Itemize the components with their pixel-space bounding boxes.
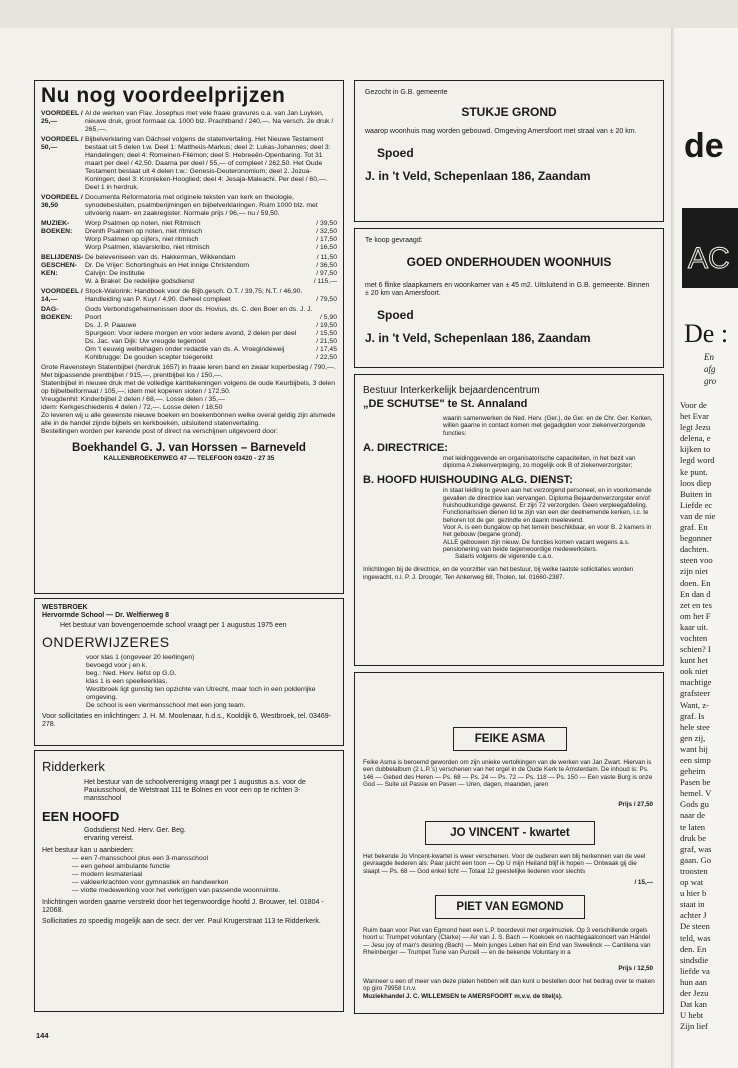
facing-page-line: steen voo xyxy=(680,555,713,566)
jo-vincent-text: Het bekende Jo Vincent-kwartet is weer verschenen. Voor de ouderen een blij herkennen van de veel gevraagde liederen als: Paar juicht een toon — Op U mijn Heiland blijf ik hopen — Ontwaak gij die slaapt — Ps. 68 — God enkel licht — Totaal 12 geestelijke liederen voor slechts xyxy=(363,853,646,875)
facing-page-line: een simp xyxy=(680,755,711,765)
ad-woonhuis xyxy=(354,228,664,368)
muziek-list xyxy=(85,220,337,252)
bookshop-para6: Bestellingen worden per kerende post of direct na verschijnen uitgevoerd door: xyxy=(41,428,278,435)
piet-van-egmond-price: Prijs / 12,50 xyxy=(618,965,653,972)
facing-page-line: op wat xyxy=(680,877,704,888)
ridderkerk-offer: — vlotte medewerking voor het verkrijgen van passende woonruimte. xyxy=(72,887,281,894)
facing-page-line: te laten xyxy=(680,821,706,832)
ridderkerk-offer: — modern lesmateriaal xyxy=(72,871,143,878)
facing-page-line: gen zij, xyxy=(680,732,706,743)
belijdenis-section xyxy=(41,254,337,286)
ridderkerk-offer: — een geheel ambulante functie xyxy=(72,863,170,870)
feike-asma-text: Feike Asma is beroemd geworden om zijn unieke vertolkingen van de werken van Jan Zwart. Hiervan is een dubbelalbum (2 L.P.'s) verschenen van het orgel in de Oude Kerk te Amsterdam. De inhoud is: Ps. 146 — Gebed des Heren — Ps. 68 — Ps. 24 — Ps. 72 — Ps. 118 — Ps. 150 — Een vaste Burg is onze God — Suite uit Passie en Pasen — Uren, dagen, maanden, jaren xyxy=(363,759,653,788)
ad-stukje-grond xyxy=(354,80,664,222)
muziek-title: Drenth Psalmen op noten, niet ritmisch xyxy=(85,228,203,235)
westbroek-footer: Voor sollicitaties en inlichtingen: J. H. M. Moolenaar, h.d.s., Kooldijk 6, Westbroek, tel. 03469-278. xyxy=(42,713,331,728)
westbroek-school: Hervormde School — Dr. Welfierweg 8 xyxy=(42,612,170,619)
bookshop-para3: Vreugdenhil: Kinderbijbel 2 delen / 68,—. Losse delen / 35,— xyxy=(41,396,225,403)
grond-urgent: Spoed xyxy=(377,146,414,160)
muziek-price: / 39,50 xyxy=(316,220,337,227)
dag-title: Ds. J. P. Paauwe xyxy=(85,322,137,329)
dag-price: / 17,45 xyxy=(316,346,337,353)
dag-item xyxy=(85,322,337,330)
ridderkerk-offers xyxy=(42,855,336,895)
feike-asma-title: FEIKE ASMA xyxy=(474,733,546,745)
dag-price: / 5,90 xyxy=(319,314,337,321)
belijdenis-title: Calvijn: De institutie xyxy=(85,270,145,277)
ad-de-schutse xyxy=(354,374,664,666)
muziek-section xyxy=(41,220,337,252)
bookshop-para2: Statenbijbel in nieuwe druk met de volledige kanttekeningen volgens de oude Keurbijbels, 3 delen op bijbelbelformaat / 105,—; idem met koperen sloten / 172,50. xyxy=(41,380,335,395)
belijdenis-item xyxy=(85,262,337,270)
records-order-text: Wanneer u een of meer van deze platen hebben wilt dan kunt u bestellen door het bedrag over te maken op giro 79958 t.n.v. xyxy=(363,978,655,993)
westbroek-item: klas 1 is een speelleerklas. xyxy=(86,678,168,685)
entry-label: VOORDEEL / 25,— xyxy=(41,110,83,125)
ad-ridderkerk xyxy=(34,750,344,1012)
entry-label: VOORDEEL / 50,— xyxy=(41,136,83,151)
dag-title: Gods Verbondsgeheimenissen door ds. Hovius, ds. C. den Boer en ds. J. J. Poort xyxy=(85,306,313,321)
woonhuis-contact: J. in 't Veld, Schepenlaan 186, Zaandam xyxy=(365,331,591,345)
dag-label: DAG-BOEKEN: xyxy=(41,306,73,321)
ridderkerk-headline: EEN HOOFD xyxy=(42,809,120,824)
facing-page-line: geheim xyxy=(680,766,706,777)
facing-page-line: Voor de xyxy=(680,400,707,410)
ridderkerk-sub2: ervaring vereist. xyxy=(84,835,134,842)
woonhuis-text: met 6 flinke slaapkamers en woonkamer van ± 45 m2. Uitsluitend in G.B. gemeente. Binnen ± 20 km van Amersfoort. xyxy=(365,282,650,297)
belijdenis-title: W. à Brakel: De redelijke godsdienst xyxy=(85,278,195,285)
dag-price: / 21,50 xyxy=(316,338,337,345)
facing-page-body xyxy=(680,400,715,1032)
facing-page-line: Gods gu xyxy=(680,799,709,810)
ad-records xyxy=(354,672,664,1014)
belijdenis-price: / 11,50 xyxy=(316,254,337,261)
muziek-label: MUZIEK-BOEKEN: xyxy=(41,220,73,235)
ad-westbroek xyxy=(34,598,344,746)
jo-vincent-price: / 15,— xyxy=(634,879,653,886)
muziek-item xyxy=(85,244,337,252)
bookshop-entry xyxy=(41,136,337,192)
schutse-job1-text: met leidinggevende en organisatorische capaciteiten, in het bezit van diploma A ziekenverpleging, zo mogelijk ook B of ziekenverzorgster; xyxy=(443,454,636,470)
facing-page-line: kijken to xyxy=(680,444,711,455)
bookshop-para1: Grote Ravensteyn Statenbijbel (herdruk 1657) in fraaie leren band en zwaar koperbeslag / 790,—. Met bijpassende prentbijbel / 915,—, prentbijbel los / 150,—. xyxy=(41,364,336,379)
facing-page-line: De steen xyxy=(680,921,710,932)
piet-van-egmond-text: Ruim baan voor Piet van Egmond heet een L.P. boordevol met orgelmuziek. Op 3 verschillende orgels hoort u: Trumpet voluntary (Clarke) — Air van J. S. Bach — Koekoek en nachtegaalconcert van Händel — Jesu joy of man's desiring (Bach) — Mein junges Leben hat ein End van Sweelinck — Cantilena van Rheinberger — Trumpet Tune van Purcell — en de bekende Voluntary in a xyxy=(363,927,651,956)
bookshop-name: Boekhandel G. J. van Horssen – Barneveld xyxy=(72,442,306,454)
facing-page-line: dachten. xyxy=(680,544,709,555)
facing-page-line: gaan. Go xyxy=(680,854,712,865)
bookshop-entry xyxy=(41,110,337,134)
westbroek-item: Westbroek ligt gunstig ten opzichte van Utrecht, maar toch in een polderrijke omgeving. xyxy=(86,686,316,701)
facing-page-line: der Jezu xyxy=(680,987,709,998)
ad-bookshop-title: Nu nog voordeelprijzen xyxy=(41,84,286,107)
muziek-price: / 17,50 xyxy=(316,236,337,243)
facing-page-line: legt Jezu xyxy=(680,422,711,433)
records-seller: Muziekhandel J. C. WILLEMSEN te AMERSFOORT m.v.v. de titel(s). xyxy=(363,993,563,1000)
facing-page-line: zet en tes xyxy=(680,599,712,610)
facing-page-line: zijn niet xyxy=(680,566,708,577)
piet-van-egmond-title: PIET VAN EGMOND xyxy=(456,901,564,913)
muziek-price: / 16,50 xyxy=(316,244,337,251)
belijdenis-title: Dr. De Vrijer: Schortinghuis en Het innige Christendom xyxy=(85,262,250,269)
grond-headline: STUKJE GROND xyxy=(461,105,557,119)
schutse-job1: A. DIRECTRICE: xyxy=(363,441,448,454)
facing-page-italic3: gro xyxy=(704,376,717,386)
feike-asma-title-box xyxy=(453,727,567,751)
voordeel14-label: VOORDEEL / 14,— xyxy=(41,288,83,303)
grond-text: waarop woonhuis mag worden gebouwd. Omgeving Amersfoort met straal van ± 20 km. xyxy=(365,128,637,135)
westbroek-item: De school is een viermansschool met een jong team. xyxy=(86,702,246,709)
facing-page-line: U hebt xyxy=(680,1010,704,1021)
belijdenis-item xyxy=(85,278,337,286)
bookshop-para5: Zo leveren wij u alle gewenste nieuwe boeken en boekenbonnen welke overal geldig zijn alsmede alle in de handel zijnde bijbels en kerkboeken, uitsluitend statenvertaling. xyxy=(41,412,336,427)
facing-page-line: het Evar xyxy=(680,411,709,422)
grond-intro: Gezocht in G.B. gemeente xyxy=(365,89,448,96)
facing-page-line: machtige xyxy=(680,677,712,688)
facing-page-line: ke punt. xyxy=(680,466,708,477)
schutse-salary: Salaris volgens de vigerende c.a.o. xyxy=(455,553,554,561)
facing-page-line: doen. En xyxy=(680,577,711,588)
dag-title: Ds. Jac. van Dijk: Uw vreugde tegemoet xyxy=(85,338,206,345)
facing-page-line: En dan d xyxy=(680,588,711,599)
jo-vincent-title-box xyxy=(425,821,595,845)
dag-item xyxy=(85,338,337,346)
muziek-item xyxy=(85,236,337,244)
facing-page-box-text: AC xyxy=(688,242,730,275)
facing-page-line: sindsdie xyxy=(680,954,709,965)
facing-page-big-word: de xyxy=(684,127,724,165)
voordeel14-line xyxy=(85,288,337,304)
facing-page-line: druk be xyxy=(680,832,707,843)
belijdenis-price: / 97,50 xyxy=(316,270,337,277)
facing-page-line: hun aan xyxy=(680,976,707,987)
belijdenis-price: / 115,— xyxy=(313,278,337,285)
dag-price: / 19,50 xyxy=(316,322,337,329)
facing-page-line: Pasen be xyxy=(680,777,711,788)
facing-page-line: schien? I xyxy=(680,644,711,655)
dag-item xyxy=(85,330,337,338)
belijdenis-label: BELIJDENIS-GESCHEN-KEN: xyxy=(41,254,84,277)
dag-item xyxy=(85,346,337,354)
voordeel14-section xyxy=(41,288,337,304)
dag-title: Om 't eeuwig welbehagen onder redactie van ds. A. Vroegindeweij xyxy=(85,346,285,353)
facing-page-line: Want, z- xyxy=(680,699,709,710)
feike-asma-price: Prijs / 27,50 xyxy=(618,801,653,808)
schutse-job2-text2: Voor A. is een bungalow op het terrein beschikbaar, en voor B. 2 kamers in het gebouw (begane grond). xyxy=(443,523,652,539)
facing-page-line: delena, e xyxy=(680,433,711,444)
facing-page-italic2: afg xyxy=(704,364,716,374)
facing-page-line: troosten xyxy=(680,865,708,876)
ridderkerk-offer-intro: Het bestuur kan u aanbieden: xyxy=(42,847,134,854)
entry-text: Bijbelverklaring van Dächsel volgens de statenvertaling. Het Nieuwe Testament bestaat uit 5 delen t.w. Deel 1: Mattheüs-Markus; deel 2: Lukas-Johannes; deel 3: Handelingen; deel 4: Romeinen-Filémon; deel 5: Hebreeën-Openbaring. Tot 31 maart per deel / 42,50. Daarna per deel / 55,— of compleet / 262,50. Het Oude Testament bestaat uit 4 delen t.w.: Genesis-Deuteronomium; deel 2. Jozua-Koningen; deel 3: Kronieken-Hooglied; deel 4: Jesaja-Maleachi. Per deel / 60,—. Deel 1 in herdruk. xyxy=(85,136,331,191)
facing-page-fragment xyxy=(674,28,738,1068)
dag-price: / 22,50 xyxy=(316,354,337,361)
page-number: 144 xyxy=(36,1031,49,1040)
ridderkerk-apply: Sollicitaties zo spoedig mogelijk aan de secr. der ver. Paul Krugerstraat 113 te Ridderkerk. xyxy=(42,918,321,925)
dag-title: Spurgeon: Voor iedere morgen en voor iedere avond, 2 delen per deel xyxy=(85,330,297,337)
dag-section xyxy=(41,306,337,362)
facing-page-line: om het F xyxy=(680,610,711,621)
woonhuis-urgent: Spoed xyxy=(377,308,414,322)
facing-page-line: teld, was xyxy=(680,932,711,943)
voordeel14-text: Stock-Walorink: Handboek voor de Bijb.gesch. O.T. / 39,75; N.T. / 46,90. Handleiding van P. Kuyt / 4,90. Geheel compleet xyxy=(85,288,303,303)
bookshop-address: KALLENBROEKERWEG 47 — TELEFOON 03420 - 27 35 xyxy=(103,455,275,462)
facing-page-line: loos diep xyxy=(680,477,712,488)
ridderkerk-offer: — een 7-mansschool plus een 3-mansschool xyxy=(72,855,209,862)
facing-page-line: u hier b xyxy=(680,888,707,899)
facing-page-line: Dat kan xyxy=(680,999,707,1010)
belijdenis-item xyxy=(85,270,337,278)
facing-page-line: grafsteer xyxy=(680,688,711,699)
ridderkerk-info: Inlichtingen worden gaarne verstrekt door het tegenwoordige hoofd J. Brouwer, tel. 01804 - 12068. xyxy=(42,899,324,914)
facing-page-line: den. En xyxy=(680,943,707,954)
westbroek-item: voor klas 1 (ongeveer 20 leerlingen) xyxy=(86,654,195,661)
facing-page-line: graf. Is xyxy=(680,710,705,721)
belijdenis-title: De beleveniseen van ds. Hakkerman, Wikkendam xyxy=(85,254,236,261)
westbroek-items xyxy=(42,654,336,710)
facing-page-line: hele stee xyxy=(680,721,710,732)
westbroek-headline: ONDERWIJZERES xyxy=(42,634,170,650)
facing-page-line: kaar uit. xyxy=(680,621,709,632)
schutse-org: Bestuur Interkerkelijk bejaardencentrum xyxy=(363,385,540,396)
facing-page-line: ook niet xyxy=(680,666,708,677)
facing-page-heading: De : xyxy=(684,319,729,348)
westbroek-place: WESTBROEK xyxy=(42,604,88,611)
woonhuis-headline: GOED ONDERHOUDEN WOONHUIS xyxy=(406,255,612,269)
facing-page-line: graf. En xyxy=(680,522,708,533)
ridderkerk-place: Ridderkerk xyxy=(42,759,105,774)
belijdenis-item xyxy=(85,254,337,262)
entry-text: Documenta Reformatoria met originele teksten van kerk en theologie, synodebesluiten, psalmberijmingen en bijbelverklaringen. Ruim 1000 blz. met uitvoerig naam- en zaakregister. Normale prijs / 96,— nu / 59,50. xyxy=(85,194,318,217)
belijdenis-price: / 36,50 xyxy=(316,262,337,269)
facing-page-line: hemel. V xyxy=(680,788,712,799)
bookshop-para4: idem: Kerkgeschiedenis 4 delen / 72,—. Losse delen / 18,50 xyxy=(41,404,223,411)
muziek-item xyxy=(85,228,337,236)
entry-text: Al de werken van Flav. Josephus met vele fraaie gravures o.a. van Jan Luyken, nieuwe druk, groot formaat ca. 1000 blz. Prachtband / 240,—. Na versch. 2e druk / 265,—. xyxy=(85,110,334,133)
schutse-job2: B. HOOFD HUISHOUDING ALG. DIENST: xyxy=(363,474,573,487)
dag-price: / 15,50 xyxy=(316,330,337,337)
woonhuis-intro: Te koop gevraagd: xyxy=(365,237,423,244)
ridderkerk-offer: — vakleerkrachten voor gymnastiek en handwerken xyxy=(72,879,229,886)
schutse-job2-text: in staat leiding te geven aan het verzorgend personeel, en in voorkomende gevallen de directrice kan vervangen. Diploma Bejaardenverzorgster en/of huishoudkundige gewenst. Er zijn 72 verzorgden. Geen verpleegafdeling. Functionarissen dienen lid te zijn van een der deelnemende kerken, i.c. te behoren tot de ger. gezindte en daarin meelevend. xyxy=(443,487,652,524)
facing-page-line: graf, was xyxy=(680,843,712,854)
facing-page-line: Liefde ec xyxy=(680,499,713,510)
entry-label: VOORDEEL / 36,50 xyxy=(41,194,83,209)
bookshop-entry xyxy=(41,194,337,218)
facing-page-line: vochten xyxy=(680,632,708,643)
facing-page-line: legd word xyxy=(680,455,715,466)
facing-page-line: staat in xyxy=(680,899,705,910)
dag-item xyxy=(85,354,337,362)
facing-page-black-box xyxy=(682,208,738,288)
muziek-price: / 32,50 xyxy=(316,228,337,235)
bookshop-entries xyxy=(41,110,337,218)
dag-list xyxy=(85,306,337,362)
dag-title: Kohlbrugge: De gouden scepter toegereikt xyxy=(85,354,213,361)
ridderkerk-intro: Het bestuur van de schoolvereniging vraagt per 1 augustus a.s. voor de Pauiusschool, de Wetstraat 111 te Bolnes en voor een op te richten 3-mansschool xyxy=(84,779,306,802)
dag-item xyxy=(85,306,337,322)
westbroek-item: beg.: Ned. Herv. liefst op G.G. xyxy=(86,670,177,677)
westbroek-item: bevoegd voor j en k. xyxy=(86,662,148,669)
facing-page-line: Zijn lief xyxy=(680,1021,708,1032)
schutse-name: „DE SCHUTSE" te St. Annaland xyxy=(363,398,528,410)
facing-page-line: naar de xyxy=(680,810,706,821)
facing-page-line: achter J xyxy=(680,910,707,921)
schutse-intro: waarin samenwerken de Ned. Herv. (Ger.), de Ger. en de Chr. Ger. Kerken, willen gaarne in contact komen met gegadigden voor ziekenverzorgende functies: xyxy=(443,415,653,437)
westbroek-intro: Het bestuur van bovengenoemde school vraagt per 1 augustus 1975 een xyxy=(60,622,287,629)
muziek-title: Worp Psalmen op noten, niet Ritmisch xyxy=(85,220,201,227)
facing-page-line: van de nie xyxy=(680,510,716,521)
voordeel14-price: / 79,50 xyxy=(316,296,337,303)
muziek-item xyxy=(85,220,337,228)
muziek-title: Worp Psalmen, klavarskribo, niet ritmisch xyxy=(85,244,210,251)
facing-page-line: Buiten in xyxy=(680,488,712,499)
ridderkerk-sub1: Godsdienst Ned. Herv. Ger. Beg. xyxy=(84,827,186,834)
piet-van-egmond-title-box xyxy=(435,895,585,919)
facing-page-line: kunt het xyxy=(680,655,708,666)
muziek-title: Worp Psalmen op cijfers, niet ritmisch xyxy=(85,236,199,243)
facing-page-line: begonner xyxy=(680,533,712,544)
ad-bookshop xyxy=(34,80,344,594)
facing-page-line: want hij xyxy=(680,743,708,754)
schutse-job2-text3: ALLE gebouwen zijn nieuw. De functies komen vacant wegens a.s. pensionering van beide tegenwoordige medewerksters. xyxy=(443,538,630,553)
grond-contact: J. in 't Veld, Schepenlaan 186, Zaandam xyxy=(365,169,591,183)
schutse-footer: Inlichtingen bij de directrice, en de voorzitter van het bestuur, bij welke laatste sollicitaties worden ingewacht, n.l. P. J. Droogér, Ten Ankerweg 68, Tholen, tel. 01660-2387. xyxy=(363,566,634,581)
facing-page-italic1: En xyxy=(704,352,714,362)
belijdenis-list xyxy=(85,254,337,286)
jo-vincent-title: JO VINCENT - kwartet xyxy=(450,827,570,839)
facing-page-line: liefde va xyxy=(680,965,710,976)
